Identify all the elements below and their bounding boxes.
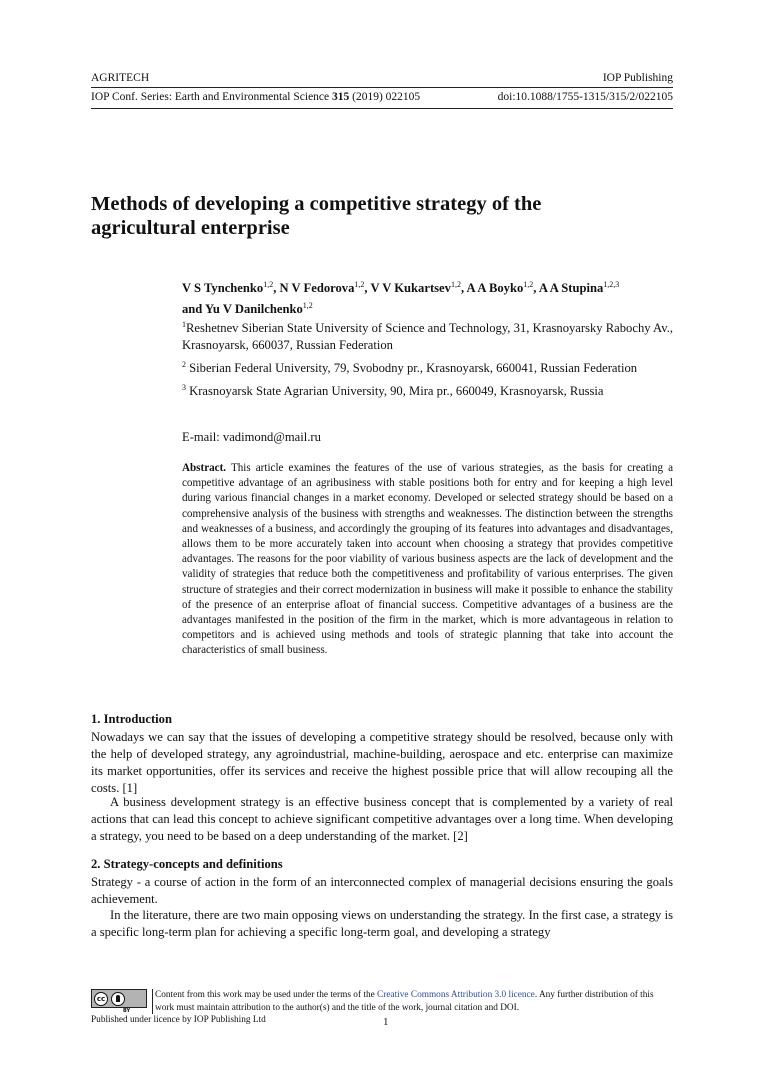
affiliation-text: Reshetnev Siberian State University of Science and Technology, 31, Krasnoyarsky Rabochy Av., Krasnoyarsk, 660037, Russian Federation — [182, 321, 673, 353]
section-heading-introduction: 1. Introduction — [91, 712, 172, 726]
affiliation-text: Krasnoyarsk State Agrarian University, 90, Mira pr., 660049, Krasnoyarsk, Russia — [186, 384, 604, 399]
conference-name: AGRITECH — [91, 72, 150, 84]
series-name: IOP Conf. Series: Earth and Environmental Science — [91, 91, 333, 103]
attribution-person-icon — [111, 992, 125, 1006]
author-affiliation-marker: 1,2,3 — [603, 280, 620, 289]
affiliation-number: 3 — [182, 383, 186, 393]
abstract-label: Abstract. — [182, 462, 227, 474]
author-name: V V Kukartsev — [370, 281, 451, 296]
author-name: V S Tynchenko — [182, 281, 264, 296]
author-name: A A Boyko — [466, 281, 524, 296]
affiliation — [182, 356, 673, 377]
page-number: 1 — [383, 1016, 389, 1028]
issue-info: (2019) 022105 — [349, 91, 421, 103]
author-affiliation-marker: 1,2 — [354, 280, 365, 289]
license-notice — [152, 989, 673, 1014]
body-paragraph: In the literature, there are two main opposing views on understanding the strategy. In the first case, a strategy is a specific long-term plan for achieving a specific long-term goal, and developing a strategy — [91, 908, 673, 939]
author-name: N V Fedorova — [279, 281, 355, 296]
cc-by-license-badge[interactable] — [91, 989, 147, 1008]
publisher-name: IOP Publishing — [602, 72, 673, 84]
license-prefix: Content from this work may be used under the terms of the — [155, 990, 378, 1000]
publisher-line: Published under licence by IOP Publishing Ltd — [91, 1015, 266, 1025]
doi[interactable]: doi:10.1088/1755-1315/315/2/022105 — [497, 91, 673, 103]
body-paragraph: Strategy - a course of action in the form of an interconnected complex of managerial decisions ensuring the goals achievement. — [91, 875, 673, 906]
author-separator: , — [273, 281, 280, 296]
author-name: A A Stupina — [538, 281, 604, 296]
author-separator: , — [460, 281, 467, 296]
running-header-bottom — [91, 91, 673, 103]
affiliation-text: Siberian Federal University, 79, Svobodny pr., Krasnoyarsk, 660041, Russian Federation — [186, 361, 638, 376]
affiliation — [182, 316, 673, 354]
volume-number: 315 — [332, 91, 350, 103]
author-list — [182, 276, 673, 318]
body-paragraph: A business development strategy is an effective business concept that is complemented by a variety of real actions that can lead this concept to achieve significant competitive advantages over a long time. When developing a strategy, you need to be based on a deep understanding of the market. [2] — [91, 795, 673, 843]
abstract — [182, 461, 673, 659]
author-affiliation-marker: 1,2 — [450, 280, 461, 289]
section-heading-strategy: 2. Strategy-concepts and definitions — [91, 857, 283, 871]
author-affiliation-marker: 1,2 — [302, 301, 313, 311]
contact-email[interactable]: E-mail: vadimond@mail.ru — [182, 430, 321, 444]
running-header-top — [91, 72, 673, 84]
affiliation-list — [182, 316, 673, 403]
author-affiliation-marker: 1,2 — [523, 280, 534, 289]
author-name: and Yu V Danilchenko — [182, 302, 303, 317]
journal-citation — [91, 91, 420, 103]
affiliation-number: 1 — [182, 320, 186, 329]
affiliation-number: 2 — [182, 360, 186, 370]
author-affiliation-marker: 1,2 — [263, 280, 274, 289]
author-separator: , — [533, 281, 539, 296]
creative-commons-icon: cc — [94, 992, 108, 1006]
header-divider-top — [91, 87, 673, 88]
header-divider-bottom — [91, 108, 673, 109]
author-separator: , — [364, 281, 371, 296]
license-link[interactable]: Creative Commons Attribution 3.0 licence — [377, 990, 535, 1000]
abstract-text: This article examines the features of the use of various strategies, as the basis for creating a competitive advantage of an agribusiness with stable positions both for entry and for keeping a high level during various financial changes in a market economy. Developed or selected strategy should be based on a comprehensive analysis of the business with strengths and weaknesses. The distinction between the strengths and weaknesses of a business, and accordingly the grouping of its features into advantages and disadvantages, allows them to be more accurately taken into account when choosing a strategy that provides competitive advantages. The reasons for the poor viability of various business aspects are the lack of development and the validity of strategies that reduce both the competitiveness and profitability of various enterprises. The given structure of strategies and their correct modernization in business will make it possible to enhance the stability of the presence of an enterprise afloat of financial success. Competitive advantages of a business are the advantages manifested in the position of the firm in the market, which is more advantageous in relation to competitors and is achieved using methods and tools of strategic planning that take into account the characteristics of small business. — [182, 462, 673, 657]
license-suffix: . Any further distribution of this work must maintain attribution to the author(s) and the title of the work, journal citation and DOI. — [155, 990, 654, 1013]
cc-by-label: BY — [123, 1008, 131, 1014]
paper-title: Methods of developing a competitive strategy of the agricultural enterprise — [91, 193, 542, 239]
affiliation — [182, 379, 673, 400]
body-paragraph: Nowadays we can say that the issues of developing a competitive strategy should be resolved, because only with the help of developed strategy, any agroindustrial, machine-building, aerospace and etc. enterprise can maximize its market opportunities, offer its services and receive the highest possible price that will allow recouping all the costs. [1] — [91, 730, 673, 795]
